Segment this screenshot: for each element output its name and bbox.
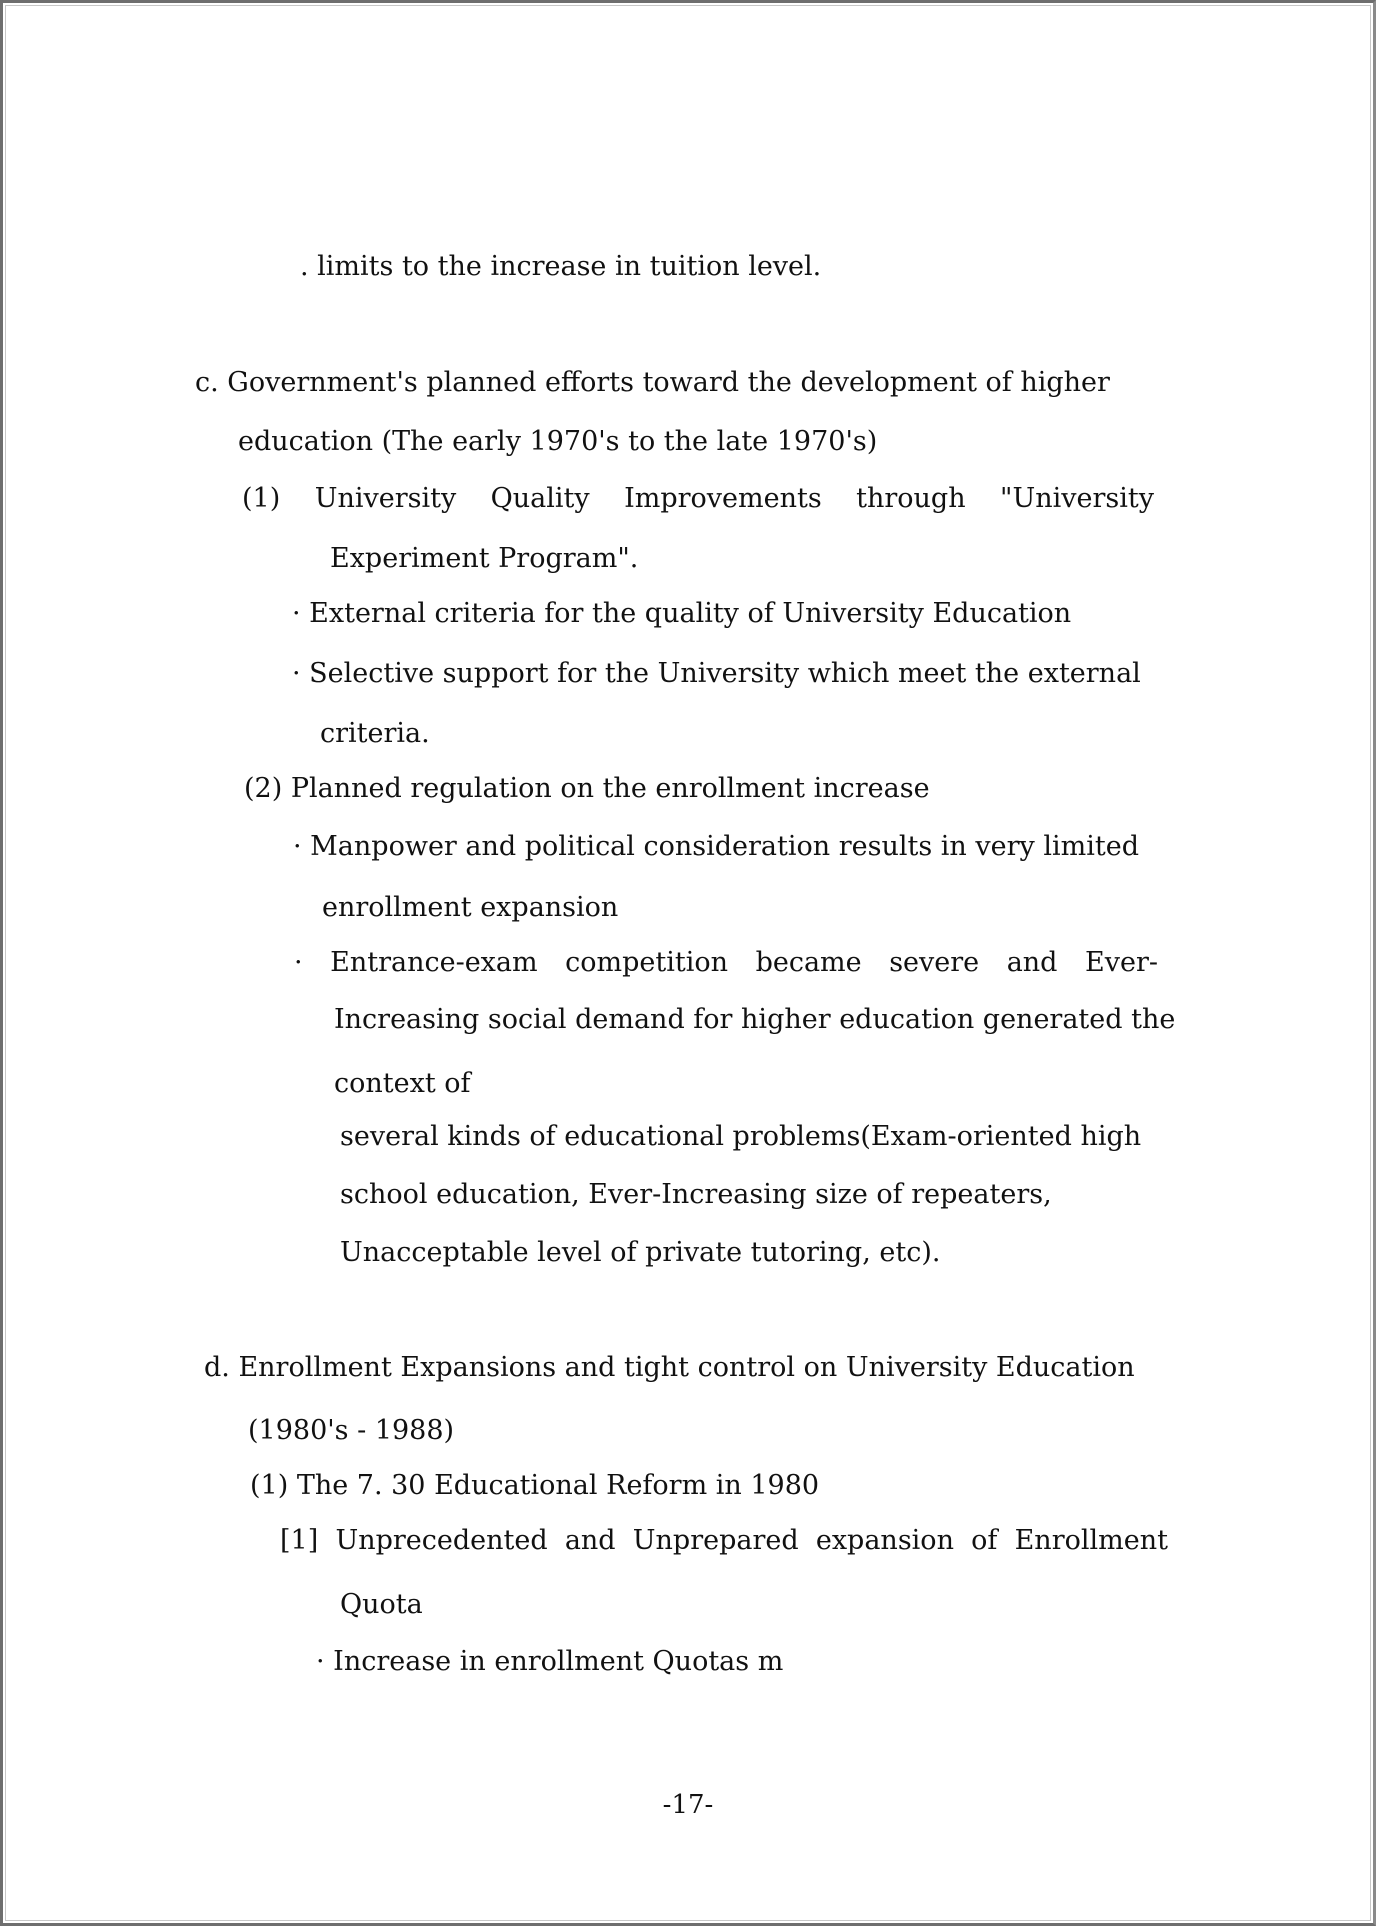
text-line: (1980's - 1988) (248, 1415, 455, 1446)
text-line: Increasing social demand for higher education generated the (334, 1004, 1176, 1035)
word: (1) (242, 483, 281, 514)
text-line: enrollment expansion (322, 892, 619, 923)
text-line: . limits to the increase in tuition level. (300, 251, 822, 282)
subsection-heading-c2: (2) Planned regulation on the enrollment increase (244, 773, 930, 804)
word: Quality (490, 483, 590, 514)
text-line: school education, Ever-Increasing size of repeaters, (340, 1179, 1052, 1210)
text-line: Quota (340, 1589, 423, 1620)
bullet-item (294, 946, 1158, 980)
numbered-item (280, 1524, 1168, 1558)
word: of (971, 1525, 998, 1556)
bullet-dot: · (294, 947, 303, 978)
word: Entrance-exam (330, 947, 538, 978)
text-line: Experiment Program". (330, 543, 639, 574)
word: severe (889, 947, 980, 978)
text-line: Unacceptable level of private tutoring, etc). (340, 1237, 941, 1268)
word: Improvements (624, 483, 822, 514)
bullet-item: · Manpower and political consideration results in very limited (293, 831, 1139, 862)
section-heading-d: d. Enrollment Expansions and tight control on University Education (204, 1352, 1135, 1383)
bullet-item: · Increase in enrollment Quotas m (316, 1646, 784, 1677)
item-number: [1] (280, 1525, 319, 1556)
word: University (314, 483, 457, 514)
word: and (1006, 947, 1058, 978)
bullet-item: · External criteria for the quality of University Education (292, 598, 1072, 629)
subsection-heading-d1: (1) The 7. 30 Educational Reform in 1980 (250, 1470, 820, 1501)
page-number: -17- (662, 1790, 714, 1820)
word: became (755, 947, 862, 978)
word: Enrollment (1014, 1525, 1168, 1556)
section-heading-c: c. Government's planned efforts toward the development of higher (195, 367, 1110, 398)
bullet-item: · Selective support for the University which meet the external (292, 658, 1141, 689)
word: Ever- (1085, 947, 1158, 978)
word: and (564, 1525, 616, 1556)
text-line: several kinds of educational problems(Exam-oriented high (340, 1121, 1142, 1152)
text-line: criteria. (320, 718, 430, 749)
word: competition (565, 947, 729, 978)
word: Unprepared (632, 1525, 799, 1556)
word: through (856, 483, 966, 514)
text-line: education (The early 1970's to the late 1970's) (238, 426, 878, 457)
text-line: context of (334, 1068, 471, 1099)
word: Unprecedented (335, 1525, 548, 1556)
word: expansion (815, 1525, 954, 1556)
subsection-heading-c1 (242, 482, 1154, 516)
word: "University (1000, 483, 1154, 514)
